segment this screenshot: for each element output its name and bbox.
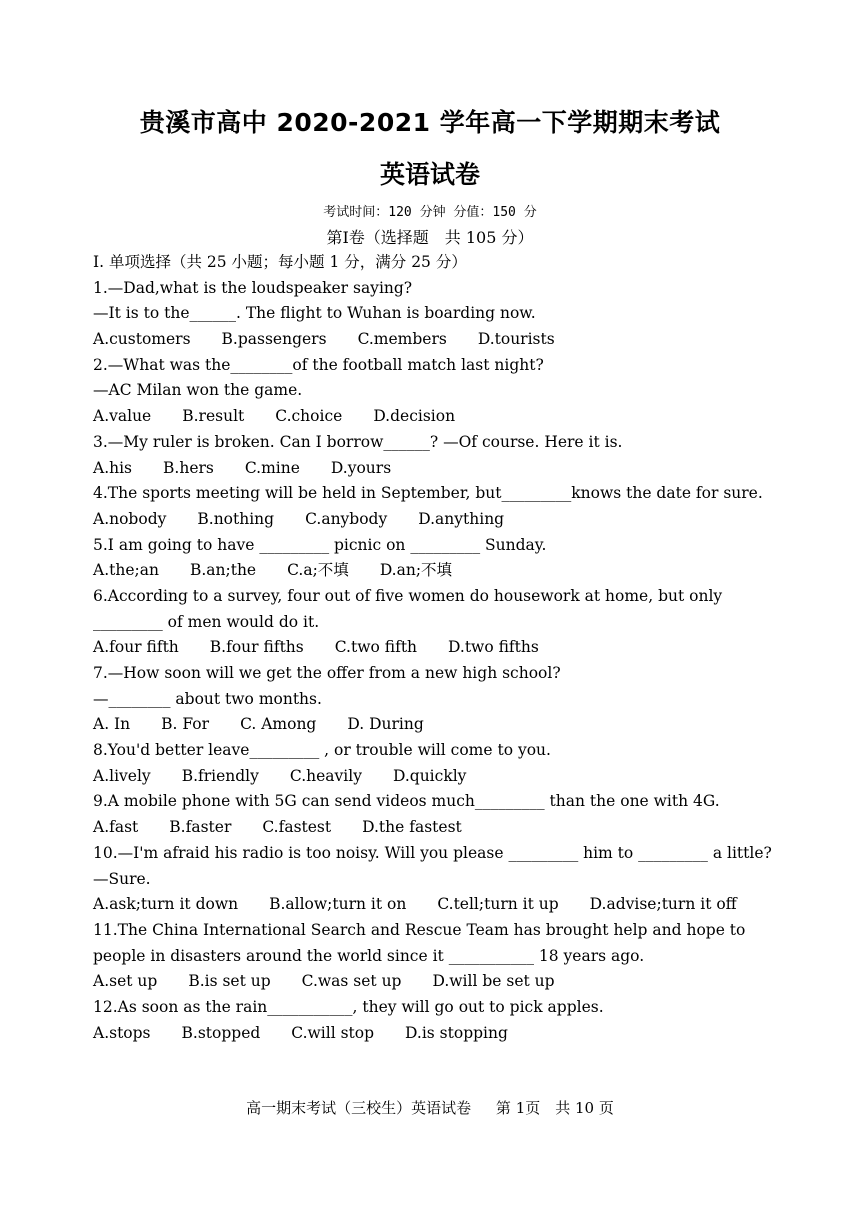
option-item: B.passengers <box>221 330 327 349</box>
option-item: B.faster <box>169 818 232 837</box>
option-item: A.his <box>93 458 133 477</box>
option-item: C.heavily <box>289 766 362 785</box>
question-text: 4.The sports meeting will be held in September, but_________knows the date for sure. <box>93 484 763 503</box>
option-item: D.yours <box>330 458 392 477</box>
option-item: A.fast <box>93 818 139 837</box>
option-item: D.an;不填 <box>379 561 453 580</box>
option-item: C.choice <box>275 407 343 426</box>
option-item: C.will stop <box>291 1023 375 1042</box>
question-options <box>93 327 773 353</box>
option-item: A.nobody <box>93 509 167 528</box>
question-text: —Sure. <box>93 869 151 888</box>
question-options <box>93 815 773 841</box>
question-options <box>93 507 773 533</box>
volume-heading: 第Ⅰ卷（选择题 共 105 分） <box>326 228 534 247</box>
option-item: A.customers <box>93 330 191 349</box>
option-item: A.the;an <box>93 561 159 580</box>
question-text: —It is to the______. The flight to Wuhan is boarding now. <box>93 304 536 323</box>
option-item: A.stops <box>93 1023 151 1042</box>
option-item: C.anybody <box>305 509 388 528</box>
option-item: C. Among <box>240 715 317 734</box>
option-item: A.ask;turn it down <box>93 895 239 914</box>
option-item: B.an;the <box>189 561 257 580</box>
questions-container <box>93 276 773 1047</box>
option-item: A.four fifth <box>93 638 179 657</box>
question-text: 7.—How soon will we get the offer from a new high school? <box>93 664 561 683</box>
question-options <box>93 404 773 430</box>
option-item: A.set up <box>93 972 158 991</box>
question-options <box>93 558 773 584</box>
question-text: 8.You'd better leave_________ , or trouble will come to you. <box>93 741 551 760</box>
option-item: A.value <box>93 407 152 426</box>
question-text: 11.The China International Search and Rescue Team has brought help and hope to people in disasters around the world since it ___________ 18 years ago. <box>93 920 746 965</box>
option-item: C.members <box>357 330 447 349</box>
option-item: D.two fifths <box>448 638 539 657</box>
question-text: 10.—I'm afraid his radio is too noisy. Will you please _________ him to _________ a little? <box>93 843 772 862</box>
option-item: B.friendly <box>181 766 259 785</box>
question-text: —AC Milan won the game. <box>93 381 303 400</box>
option-item: D.the fastest <box>362 818 462 837</box>
question-text: 3.—My ruler is broken. Can I borrow______? —Of course. Here it is. <box>93 432 623 451</box>
exam-title: 贵溪市高中 2020-2021 学年高一下学期期末考试 <box>139 108 721 137</box>
question-options <box>93 456 773 482</box>
option-item: D.decision <box>373 407 456 426</box>
option-item: B.result <box>182 407 245 426</box>
option-item: C.tell;turn it up <box>437 895 559 914</box>
question-text: 12.As soon as the rain___________, they will go out to pick apples. <box>93 998 604 1017</box>
option-item: A.lively <box>93 766 151 785</box>
question-text: 5.I am going to have _________ picnic on _________ Sunday. <box>93 535 547 554</box>
page-footer <box>0 1097 860 1118</box>
option-item: D.advise;turn it off <box>589 895 737 914</box>
exam-info: 考试时间：120 分钟 分值：150 分 <box>323 205 537 220</box>
question-options <box>93 892 773 918</box>
option-item: B.nothing <box>197 509 275 528</box>
option-item: C.was set up <box>301 972 402 991</box>
question-options <box>93 712 773 738</box>
option-item: C.mine <box>244 458 300 477</box>
option-item: C.fastest <box>262 818 332 837</box>
question-text: —________ about two months. <box>93 689 322 708</box>
option-item: D.tourists <box>477 330 555 349</box>
question-list <box>93 250 773 1046</box>
option-item: C.a;不填 <box>287 561 349 580</box>
exam-subtitle: 英语试卷 <box>379 160 480 189</box>
option-item: B. For <box>161 715 210 734</box>
question-text: 9.A mobile phone with 5G can send videos much_________ than the one with 4G. <box>93 792 720 811</box>
option-item: C.two fifth <box>334 638 418 657</box>
question-options <box>93 1021 773 1047</box>
question-options <box>93 764 773 790</box>
option-item: D.anything <box>418 509 505 528</box>
question-text: 6.According to a survey, four out of five women do housework at home, but only _________ of men would do it. <box>93 586 723 631</box>
question-options <box>93 969 773 995</box>
option-item: B.four fifths <box>209 638 304 657</box>
option-item: D.is stopping <box>405 1023 508 1042</box>
option-item: B.is set up <box>188 972 271 991</box>
question-text: 1.—Dad,what is the loudspeaker saying? <box>93 278 413 297</box>
footer-exam-name: 高一期末考试（三校生）英语试卷 <box>246 1099 472 1117</box>
option-item: B.hers <box>163 458 214 477</box>
option-item: B.allow;turn it on <box>269 895 407 914</box>
option-item: D.quickly <box>392 766 467 785</box>
option-item: A. In <box>93 715 131 734</box>
option-item: B.stopped <box>181 1023 261 1042</box>
footer-page-number: 第 1页 共 10 页 <box>495 1099 614 1117</box>
option-item: D.will be set up <box>432 972 555 991</box>
question-text: 2.—What was the________of the football match last night? <box>93 355 544 374</box>
option-item: D. During <box>347 715 424 734</box>
section-heading: I. 单项选择（共 25 小题；每小题 1 分，满分 25 分） <box>93 253 467 271</box>
question-options <box>93 635 773 661</box>
